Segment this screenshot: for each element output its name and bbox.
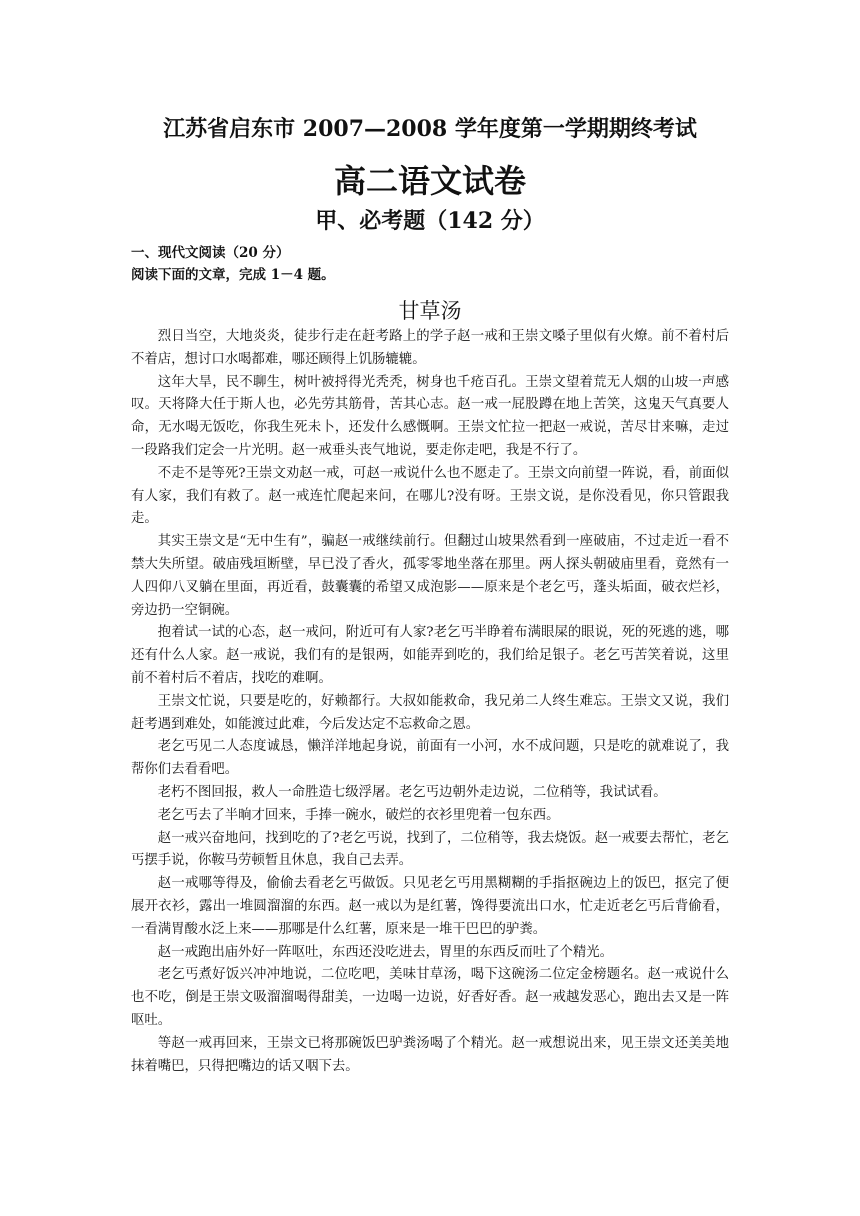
paragraph: 烈日当空，大地炎炎，徒步行走在赶考路上的学子赵一戒和王崇文嗓子里似有火燎。前不着村后不着店，想讨口水喝都难，哪还顾得上饥肠辘辘。 bbox=[131, 329, 729, 367]
paragraph: 其实王崇文是“无中生有”，骗赵一戒继续前行。但翻过山坡果然看到一座破庙，不过走近一看不禁大失所望。破庙残垣断壁，早已没了香火，孤零零地坐落在那里。两人探头朝破庙里看，竟然有一人四仰八叉躺在里面，再近看，鼓囊囊的希望又成泡影——原来是个老乞丐，蓬头垢面，破衣烂衫，旁边扔一空铜碗。 bbox=[131, 534, 729, 618]
paragraph: 这年大旱，民不聊生，树叶被捋得光秃秃，树身也千疮百孔。王崇文望着荒无人烟的山坡一声感叹。天将降大任于斯人也，必先劳其筋骨，苦其心志。赵一戒一屁股蹲在地上苦笑，这鬼天气真要人命，无水喝无饭吃，你我生死未卜，还发什么感慨啊。王崇文忙拉一把赵一戒说，苦尽甘来嘛，走过一段路我们定会一片光明。赵一戒垂头丧气地说，要走你走吧，我是不行了。 bbox=[131, 374, 729, 458]
paragraph: 赵一戒兴奋地问，找到吃的了?老乞丐说，找到了，二位稍等，我去烧饭。赵一戒要去帮忙，老乞丐摆手说，你鞍马劳顿暂且休息，我自己去弄。 bbox=[131, 830, 729, 869]
part-title: 甲、必考题（142 分） bbox=[315, 208, 545, 234]
paper-title: 高二语文试卷 bbox=[333, 162, 526, 200]
paragraph: 老乞丐去了半晌才回来，手捧一碗水，破烂的衣衫里兜着一包东西。 bbox=[157, 807, 560, 823]
paragraph: 抱着试一试的心态，赵一戒问，附近可有人家?老乞丐半睁着布满眼屎的眼说，死的死逃的逃，哪还有什么人家。赵一戒说，我们有的是银两，如能弄到吃的，我们给足银子。老乞丐苦笑着说，这里前不着村后不着店，找吃的难啊。 bbox=[131, 625, 729, 686]
paragraph: 等赵一戒再回来，王崇文已将那碗饭巴驴粪汤喝了个精光。赵一戒想说出来，见王崇文还美美地抹着嘴巴，只得把嘴边的话又咽下去。 bbox=[131, 1035, 729, 1074]
paragraph: 老乞丐见二人态度诚恳，懒洋洋地起身说，前面有一小河，水不成问题，只是吃的就难说了，我帮你们去看看吧。 bbox=[131, 739, 729, 778]
section-instruction: 阅读下面的文章，完成 1－4 题。 bbox=[131, 267, 335, 283]
paragraph: 赵一戒跑出庙外好一阵呕吐，东西还没吃进去，胃里的东西反而吐了个精光。 bbox=[157, 944, 614, 960]
story-title: 甘草汤 bbox=[398, 299, 462, 323]
paragraph: 王崇文忙说，只要是吃的，好赖都行。大叔如能救命，我兄弟二人终生难忘。王崇文又说，我们赶考遇到难处，如能渡过此难，今后发达定不忘救命之恩。 bbox=[131, 693, 729, 732]
exam-title: 江苏省启东市 2007—2008 学年度第一学期期终考试 bbox=[163, 116, 697, 142]
paragraph: 老乞丐煮好饭兴冲冲地说，二位吃吧，美味甘草汤，喝下这碗汤二位定金榜题名。赵一戒说什么也不吃，倒是王崇文吸溜溜喝得甜美，一边喝一边说，好香好香。赵一戒越发恶心，跑出去又是一阵呕吐。 bbox=[131, 967, 729, 1028]
story-body bbox=[131, 326, 729, 1078]
paragraph: 老朽不图回报，救人一命胜造七级浮屠。老乞丐边朝外走边说，二位稍等，我试试看。 bbox=[157, 784, 667, 800]
paragraph: 赵一戒哪等得及，偷偷去看老乞丐做饭。只见老乞丐用黑糊糊的手指抠碗边上的饭巴，抠完了便展开衣衫，露出一堆圆溜溜的东西。赵一戒以为是红薯，馋得要流出口水，忙走近老乞丐后背偷看，一看满胃酸水泛上来——那哪是什么红薯，原来是一堆干巴巴的驴粪。 bbox=[131, 876, 729, 937]
paragraph: 不走不是等死?王崇文劝赵一戒，可赵一戒说什么也不愿走了。王崇文向前望一阵说，看，前面似有人家，我们有救了。赵一戒连忙爬起来问，在哪儿?没有呀。王崇文说，是你没看见，你只管跟我走。 bbox=[131, 465, 729, 527]
section-heading: 一、现代文阅读（20 分） bbox=[131, 245, 290, 261]
